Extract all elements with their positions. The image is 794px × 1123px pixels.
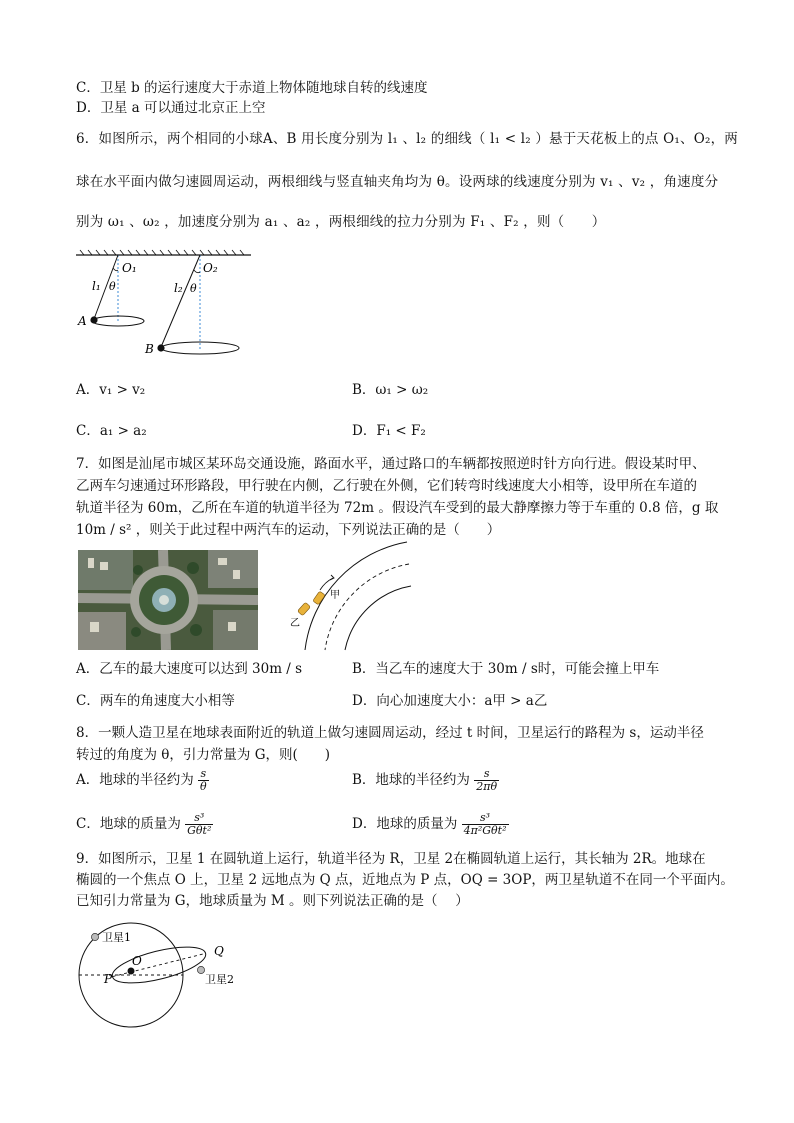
q8-option-a-fraction: [198, 768, 209, 793]
q7-option-b: B．当乙车的速度大于 30m / s时，可能会撞上甲车: [352, 661, 660, 677]
q6-stem-line1: 6．如图所示，两个相同的小球A、B 用长度分别为 l₁ 、l₂ 的细线（ l₁ < l₂ ）悬于天花板上的点 O₁、O₂，两: [76, 131, 738, 147]
q8-option-a-text: A．地球的半径约为: [76, 772, 194, 788]
q7-stem-line1: 7．如图是汕尾市城区某环岛交通设施，路面水平，通过路口的车辆都按照逆时针方向行进。假设某时甲、: [76, 456, 706, 472]
q6-label-theta1: θ: [109, 280, 116, 293]
q8-option-b-text: B．地球的半径约为: [352, 772, 470, 788]
q8-option-b-denominator: 2πθ: [476, 780, 498, 793]
q7-label-jia: 甲: [330, 590, 340, 601]
q7-option-a: A．乙车的最大速度可以达到 30m / s: [76, 661, 303, 677]
q5-option-c: C．卫星 b 的运行速度大于赤道上物体随地球自转的线速度: [76, 80, 428, 96]
q6-stem-line2: 球在水平面内做匀速圆周运动，两根细线与竖直轴夹角均为 θ。设两球的线速度分别为 v₁ 、v₂ ，角速度分: [76, 174, 719, 190]
q6-label-l1: l₁: [92, 279, 101, 293]
q5-option-d: D．卫星 a 可以通过北京正上空: [76, 100, 266, 116]
q9-stem-line1: 9．如图所示，卫星 1 在圆轨道上运行，轨道半径为 R，卫星 2在椭圆轨道上运行，其长轴为 2R。地球在: [76, 851, 706, 867]
q8-option-d-text: D．地球的质量为: [352, 816, 458, 832]
q8-stem-line1: 8．一颗人造卫星在地球表面附近的轨道上做匀速圆周运动，经过 t 时间，卫星运行的路程为 s，运动半径: [76, 725, 704, 741]
q6-label-o1: O₁: [122, 261, 137, 275]
q6-option-b: B．ω₁ > ω₂: [352, 382, 429, 398]
q9-label-p: P: [104, 972, 113, 986]
q8-option-a: [76, 768, 209, 793]
q7-option-c: C．两车的角速度大小相等: [76, 693, 235, 709]
q7-stem-line3: 轨道半径为 60m，乙所在车道的轨道半径为 72m 。假设汽车受到的最大静摩擦力等于车重的 0.8 倍，g 取: [76, 500, 719, 516]
q8-option-d-numerator: s³: [462, 812, 509, 825]
q7-stem-line2: 乙两车匀速通过环形路段，甲行驶在内侧，乙行驶在外侧，它们转弯时线速度大小相等，设甲所在车道的: [76, 478, 697, 494]
q6-option-d: D．F₁ < F₂: [352, 423, 426, 439]
q8-stem-line2: 转过的角度为 θ，引力常量为 G，则( ): [76, 747, 331, 763]
q7-lane-diagram: [285, 540, 415, 655]
q8-option-c-text: C．地球的质量为: [76, 816, 181, 832]
q9-label-o: O: [132, 954, 142, 968]
q8-option-c-fraction: [185, 812, 213, 837]
q8-option-c: [76, 812, 213, 837]
q8-option-a-denominator: θ: [200, 780, 207, 793]
q9-label-q: Q: [214, 944, 224, 958]
q6-label-l2: l₂: [174, 281, 183, 295]
q9-stem-line3: 已知引力常量为 G，地球质量为 M 。则下列说法正确的是（ ）: [76, 893, 469, 909]
q8-option-c-numerator: s³: [185, 812, 213, 825]
q6-label-ball-a: A: [78, 314, 87, 328]
q7-roundabout-photo: [78, 550, 258, 650]
q9-label-sat1: 卫星1: [102, 931, 131, 944]
q6-label-o2: O₂: [203, 261, 218, 275]
q6-option-a: A．v₁ > v₂: [76, 382, 146, 398]
q8-option-a-numerator: s: [198, 768, 209, 781]
q8-option-d-denominator: 4π²Gθt²: [463, 824, 507, 837]
q8-option-d-fraction: [462, 812, 509, 837]
q8-option-b-numerator: s: [474, 768, 499, 781]
q9-orbit-figure: [76, 925, 246, 1045]
q6-option-c: C．a₁ > a₂: [76, 423, 147, 439]
q6-pendulum-figure: [76, 250, 256, 360]
q7-stem-line4: 10m / s² ，则关于此过程中两汽车的运动，下列说法正确的是（ ）: [76, 522, 501, 538]
q6-stem-line3: 别为 ω₁ 、ω₂ ，加速度分别为 a₁ 、a₂ ，两根细线的拉力分别为 F₁ 、F₂ ，则（ ）: [76, 214, 606, 230]
q8-option-b: [352, 768, 499, 793]
q6-label-theta2: θ: [190, 282, 197, 295]
q6-label-ball-b: B: [145, 342, 154, 356]
q8-option-b-fraction: [474, 768, 499, 793]
q7-option-d: D．向心加速度大小：a甲 > a乙: [352, 693, 548, 709]
q8-option-c-denominator: Gθt²: [187, 824, 212, 837]
q8-option-d: [352, 812, 509, 837]
q7-label-yi: 乙: [290, 618, 300, 629]
q9-label-sat2: 卫星2: [205, 973, 234, 986]
q9-stem-line2: 椭圆的一个焦点 O 上，卫星 2 远地点为 Q 点，近地点为 P 点，OQ = 3OP，两卫星轨道不在同一个平面内。: [76, 872, 734, 888]
